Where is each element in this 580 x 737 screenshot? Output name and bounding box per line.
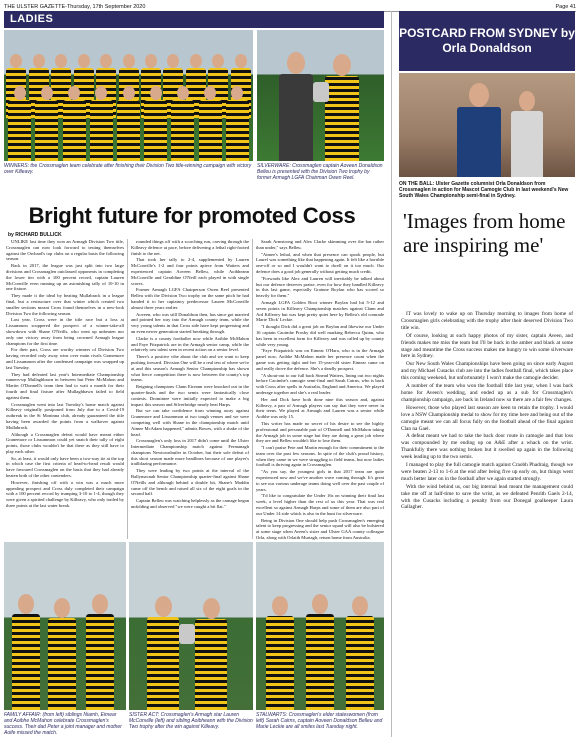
column-3-paragraph: "Faye Fitzpatrick was on Eimear O'Hara, who is in the Armagh panel now, Aoibhe McMahon made her presence count when the game was getting tight and her 15-year-old sister Eimear came on and really drove the defence. She's a deadly prospect.: [256, 348, 384, 371]
team-photo: [4, 30, 253, 161]
column-2-paragraph: But we can take confidence from winning away against Granemore and Lissummon at two tough venues and we were competing well with Shane in the championship match until Aimee McAdam happened," admits Bowes, with a shake of the head.: [131, 408, 249, 437]
column-2-paragraph: Reigning champions Clann Eireann were knocked out in the quarter-finals and the two semis were fantastically close contests. Dromintee were initially expected to make a big impact this season and Silverbridge nearly beat Harps.: [131, 384, 249, 407]
column-2-paragraph: Captain Belleu was watching helplessly as the carnage began unfolding and observed "we were caught a bit flat.": [131, 498, 249, 510]
family-caption: FAMILY AFFAIR: (from left) siblings Niamh, Eimear and Aoibhe McMahon celebrate Crossmaglen's success. Their dad Peter a joint manager and mother Aoife missed the match.: [4, 712, 122, 736]
postcard-column: [399, 11, 575, 737]
column-3-paragraph: "I thought Dick did a great job on Boylan and likewise our Under 16 captain Caoimhe Prosby did well marking Rebecca Quinn, who has been in excellent form for Killeavy and was called up by county while very young.: [256, 324, 384, 347]
player-head: [150, 86, 162, 100]
column-1-paragraph: Although a Crossmaglen defeat would have meant either Granemore or Lissummon could yet snatch their tally of eight points, those clubs wouldn't be that there as they still have to play each other.: [6, 431, 124, 454]
column-1-paragraph: Crossmaglen went into last Tuesday's home match against Killeavy originally postponed from July due to a Covid-19 outbreak in the St Moninna club, already guaranteed the title having been awarded the points from a walkover against Mullabrack.: [6, 401, 124, 430]
column-3-paragraphs: [256, 239, 384, 541]
header-page-number: Page 41: [555, 3, 576, 10]
player-head: [123, 54, 135, 68]
player-jersey: [90, 100, 113, 161]
player-head: [33, 54, 45, 68]
column-3-paragraph: This writer has made no secret of his desire to see the highly professional and personable pair of O'Donnell and McMahon taking the Armagh job in some stage but they are doing a great job where they are and Belleu wouldn't like to lose them.: [256, 420, 384, 444]
postcard-paragraph: However, those who played last season are keen to retain the trophy. I would love a NSW Championship medal to show for my time here and being out of the camogie meant we can all focus fully on the football ahead of the final against Clan na Gael.: [401, 404, 573, 432]
column-1-paragraph: They made it the ideal by beating Mullabrack in a league final, but a restructure over that winter which created two smaller sections meant Cross found themselves in a new-look Division Two the following season.: [6, 293, 124, 316]
player-head: [145, 54, 157, 68]
player-jersey: [144, 100, 167, 161]
sister-caption: SISTER ACT: Crossmaglen's Armagh star Lauren McConville (left) and sibling Aoibheann with the Division Two trophy after the win against Killeavy.: [129, 712, 253, 730]
postcard-paragraph: A defeat meant we had to take the back door route in camogie and that loss was compounded by me ending up on A&E after a whack on the wrist. Thankfully there was nothing broken but it swelled up again in the following week leading up to the two semis.: [401, 433, 573, 461]
player-head: [190, 54, 202, 68]
family-photo: [4, 542, 126, 710]
column-3-paragraph: "Aimee's lethal, and when that presence can spook people, but Laurel was something like that happening again. It felt like a horrible one-off or so and I wouldn't want to dwell on it too much. Our defence does a good job generally without getting much credit.: [256, 251, 384, 274]
column-2-paragraph: rounded things off with a scorching run, carving through the Killeavy defence at pace, before delivering a lethal right-footed finish to the net.: [131, 239, 249, 256]
player-jersey: [8, 100, 31, 161]
postcard-title: POSTCARD FROM SYDNEY by Orla Donaldson: [399, 11, 575, 71]
player-head: [41, 86, 53, 100]
column-3-paragraph: "As you say, the youngest girls in that 2017 team are quite experienced now and we've another wave coming through. It's great to see our various underage teams doing well over the past couple of years.: [256, 469, 384, 492]
column-1-paragraph: Back in 2017, the league was just split into two large divisions and Crossmaglen outclassed opponents in completing the lower tier with a 100 percent record, captain Lauren McConville even running up an astonishing tally of 10-10 in one fixture.: [6, 263, 124, 292]
column-2-paragraph: Aoveen, who was still Donaldson then, has since got married and pointed her way into the Armagh county team, while the very young talents in that Cross side have kept progressing and an even newer generation started breaking through.: [131, 311, 249, 334]
column-1-paragraph: Last year, Cross were in the title race but a loss at Lissummon scuppered the prospect of a winner-take-all showdown with Shane O'Neills, who went up unbeaten nor only one victory away from being crowned Armagh league champions for the first time.: [6, 317, 124, 346]
postcard-paragraphs: [401, 311, 573, 511]
column-3-paragraph: "Forwards like Alex and Lauren will inevitably be talked about but our defence deserves praise, even for how they handled Killeavy in this last game, especially Grainne Boylan who has scored so heavily for them.": [256, 275, 384, 299]
player-jersey: [226, 100, 249, 161]
player-head: [55, 54, 67, 68]
player-head: [68, 86, 80, 100]
column-2-paragraph: That took her tally to 2-4, supplemented by Lauren McConville's 1-2 and four points apiece from Watters and experienced captain Aoveen Belleu, while Aoibheann McConville and Geraldine O'Neill each played in with single scores.: [131, 257, 249, 286]
column-1-paragraph: They had defeated last year's Intermediate Championship runners-up Mullaghbawn in between but Peter McMahon and Martin O'Donnell's team then had to wait a month for their fourth and final fixture after Mullaghbawn failed to field against them.: [6, 371, 124, 400]
column-2-paragraph: Former Armagh LGFA Chairperson Owen Reel presented Belleu with the Division Two trophy on the same pitch he had handed it to her captaincy predecessor Lauren McConville almost three years earlier.: [131, 287, 249, 310]
sister-photo: [129, 542, 253, 710]
column-2-paragraph: There's a positive vibe about the club and we want to keep pushing forward. Division One will be a real test of where we're at and this season's Armagh Senior Championship has shown what fierce competition there is now between the county's top teams.: [131, 354, 249, 383]
player-head: [123, 86, 135, 100]
player-head: [78, 54, 90, 68]
player-jersey: [171, 100, 194, 161]
column-3-paragraph: Sarah Armstrong and Alex Clarke skimming over the bar rather than under," says Belleu.: [256, 239, 384, 250]
column-2-paragraph: Crossmaglen's only loss in 2017 didn't come until the Ulster Intermediate Championship match against Fermanagh champions Newtownbutler in October, but their sole defeat of this short season made more headlines because of one player's trailblazing performance.: [131, 438, 249, 467]
column-2-paragraph: They were leading by two points at the interval of the Ballymacnab Senior Championship quarter-final against Shane O'Neills and although behind a double hit, Shane's Maddin came off the bench and raised all six of the eight goals in the second half.: [131, 468, 249, 497]
stalwarts-caption: STALWARTS: Crossmaglen's elder stateswomen (from left) Sarah Cairns, captain Aoveen Donaldson Belleu and Marie Leckie are all smiles last Tuesday night.: [256, 712, 383, 730]
postcard-paragraph: A number of the team who won the football title last year, when I was back home for Aveen's wedding, and ended up as a sub for Crossmaglen's championship campaign, are back in Ireland now so there are a fair few changes.: [401, 383, 573, 403]
postcard-photo: [399, 73, 575, 177]
player-head: [14, 86, 26, 100]
postcard-paragraph: I managed to play the full camogie match against Craobh Phadraig, though we were beaten 2-13 to 1-6 at the end after being five up early on, but things went much better later on in the football after we again started strongly.: [401, 462, 573, 482]
player-head: [177, 86, 189, 100]
player-jersey: [63, 100, 86, 161]
player-head: [204, 86, 216, 100]
column-3-paragraph: Being in Division One should help push Crossmaglen's emerging talent to keep progressing and the senior squad will also be bolstered at some stage when Aveen's sister and Ulster GAA county colleague Orla, along with Orlaith Murtagh, return home from Australia.: [256, 517, 384, 541]
column-2-paragraphs: [131, 239, 249, 510]
player-jersey: [117, 100, 140, 161]
postcard-paragraph: With the wind behind us, our big internal lead meant the management could take me off at half-time to save the wrist, as we defeated Penrith Gaels 2-14, with the Cusacks including a penalty from our Donegal goalkeeper Laura Gallagher.: [401, 483, 573, 511]
postcard-body: [401, 311, 573, 735]
header-publication: THE ULSTER GAZETTE-Thursday, 17th September 2020: [4, 3, 146, 10]
player-head: [100, 54, 112, 68]
column-1-paragraph: UNLIKE last time they won an Armagh Division Two title, Crossmaglen can now look forward to testing themselves against the Orchard's top clubs on a regular basis the following season.: [6, 239, 124, 262]
article-column-2: [131, 239, 249, 539]
stalwarts-photo: [256, 542, 384, 710]
column-1-paragraphs: [6, 239, 124, 509]
column-3-paragraph: Armagh LGFA Golden Boot winner Boylan had hit 5-12 and seven points in Killeavy Championship matches against Clann and Ard Killeavy but was kept pretty quiet here by Belleu's old comrade Marie 'Dick' Leckie.: [256, 299, 384, 323]
byline: by RICHARD BULLICK: [8, 232, 62, 238]
postcard-paragraph: Our New South Wales Championships have been going on since early August and my Michael Cusacks club are into the ladies football final, which takes place this coming weekend, but unfortunately I won't make the camogie decider.: [401, 361, 573, 382]
headline: Bright future for promoted Coss: [28, 203, 356, 228]
article-column-1: [6, 239, 124, 539]
postcard-paragraph: Of course, looking at such happy photos of my sister, captain Aveen, and friends makes me miss the team but I'll be back in the amber and black at some stage and meantime the Cross success makes me hungry to win some silverware here in Sydney.: [401, 332, 573, 360]
section-banner: LADIES: [4, 11, 384, 28]
column-1-paragraph: However, finishing off with a win was a much more appealing prospect and Cross duly completed their campaign with a 100 percent record by trumping 3-10 to 1-4, though they were given a spirited challenge by Killeavy, who only trailed by three points at the last water break.: [6, 479, 124, 509]
postcard-paragraph: IT was lovely to wake up on Thursday morning to images from home of Crossmaglen girls celebrating with the trophy after their deserved Division Two title win.: [401, 311, 573, 331]
postcard-intro: ON THE BALL: Ulster Gazette columnist Orla Donaldson from Crossmaglen in action for Mascot Camogie Club in last weekend's New South Wales Championship semi-final in Sydney.: [399, 181, 569, 199]
player-jersey: [199, 100, 222, 161]
silverware-caption: SILVERWARE: Crossmaglen captain Aoveen Donaldson Belleu is presented with the Division Two trophy by former Armagh LGFA Chairman Owen Reel.: [257, 163, 383, 181]
column-3-paragraph: "I can't praise Pete and Martin enough for their commitment to the team over the past few seasons. In spite of the club's proud history, when they came in we were struggling to field teams, but now ladies football is thriving again in Crossmaglen.: [256, 445, 384, 468]
player-head: [167, 54, 179, 68]
player-head: [235, 54, 247, 68]
column-3-paragraph: Her and Dick have both done nine this season and, against Killeavy, a pair of Armagh players can say that they were never in their teens. We played at Armagh and Lauren was a senior while Aoibhe was only 15.: [256, 396, 384, 420]
column-1-paragraph: So, at least, it would only have been a two-way tie at the top in which case the first criteria of head-to-head result would have favoured Crossmaglen on the basis that they had already beaten both of the other contenders.: [6, 455, 124, 479]
player-jersey: [35, 100, 58, 161]
silverware-photo: [257, 30, 384, 161]
pull-quote: 'Images from home are inspiring me': [403, 209, 566, 257]
team-caption: WINNERS: the Crossmaglen team celebrate after finishing their Division Two title-winning campaign with victory over Killeavy.: [4, 163, 252, 175]
player-head: [212, 54, 224, 68]
column-2-paragraph: Clarke is a county footballer now while Aoibhe McMahon and Faye Fitzpatrick are in the Armagh senior camp, while the relatively raw talent seen in recent action on a senior level.: [131, 335, 249, 353]
article-column-3: [256, 239, 384, 539]
column-3-paragraph: "A shout-out to our full back Sinead Watters, lining out two nights before Caoimhe's camogie semi-final and Sarah Cairns, who is back with Cross after spells in Australia, England and America. We played underage together and she's a real leader.: [256, 372, 384, 395]
column-1-paragraph: For their part, Cross are worthy winners of Division Two having recorded only away wins over main rivals Granemore and Lissummon after the condensed campaign was wrapped up last Tuesday.: [6, 347, 124, 370]
player-head: [10, 54, 22, 68]
column-3-paragraph: "I'd like to congratulate the Under 16s on winning their final last week, a level higher than the rest of us this year. That was real excellent so against Armagh Harps and some of them are also part of our Under 14 side which is also in the hunt for silverware.: [256, 493, 384, 516]
